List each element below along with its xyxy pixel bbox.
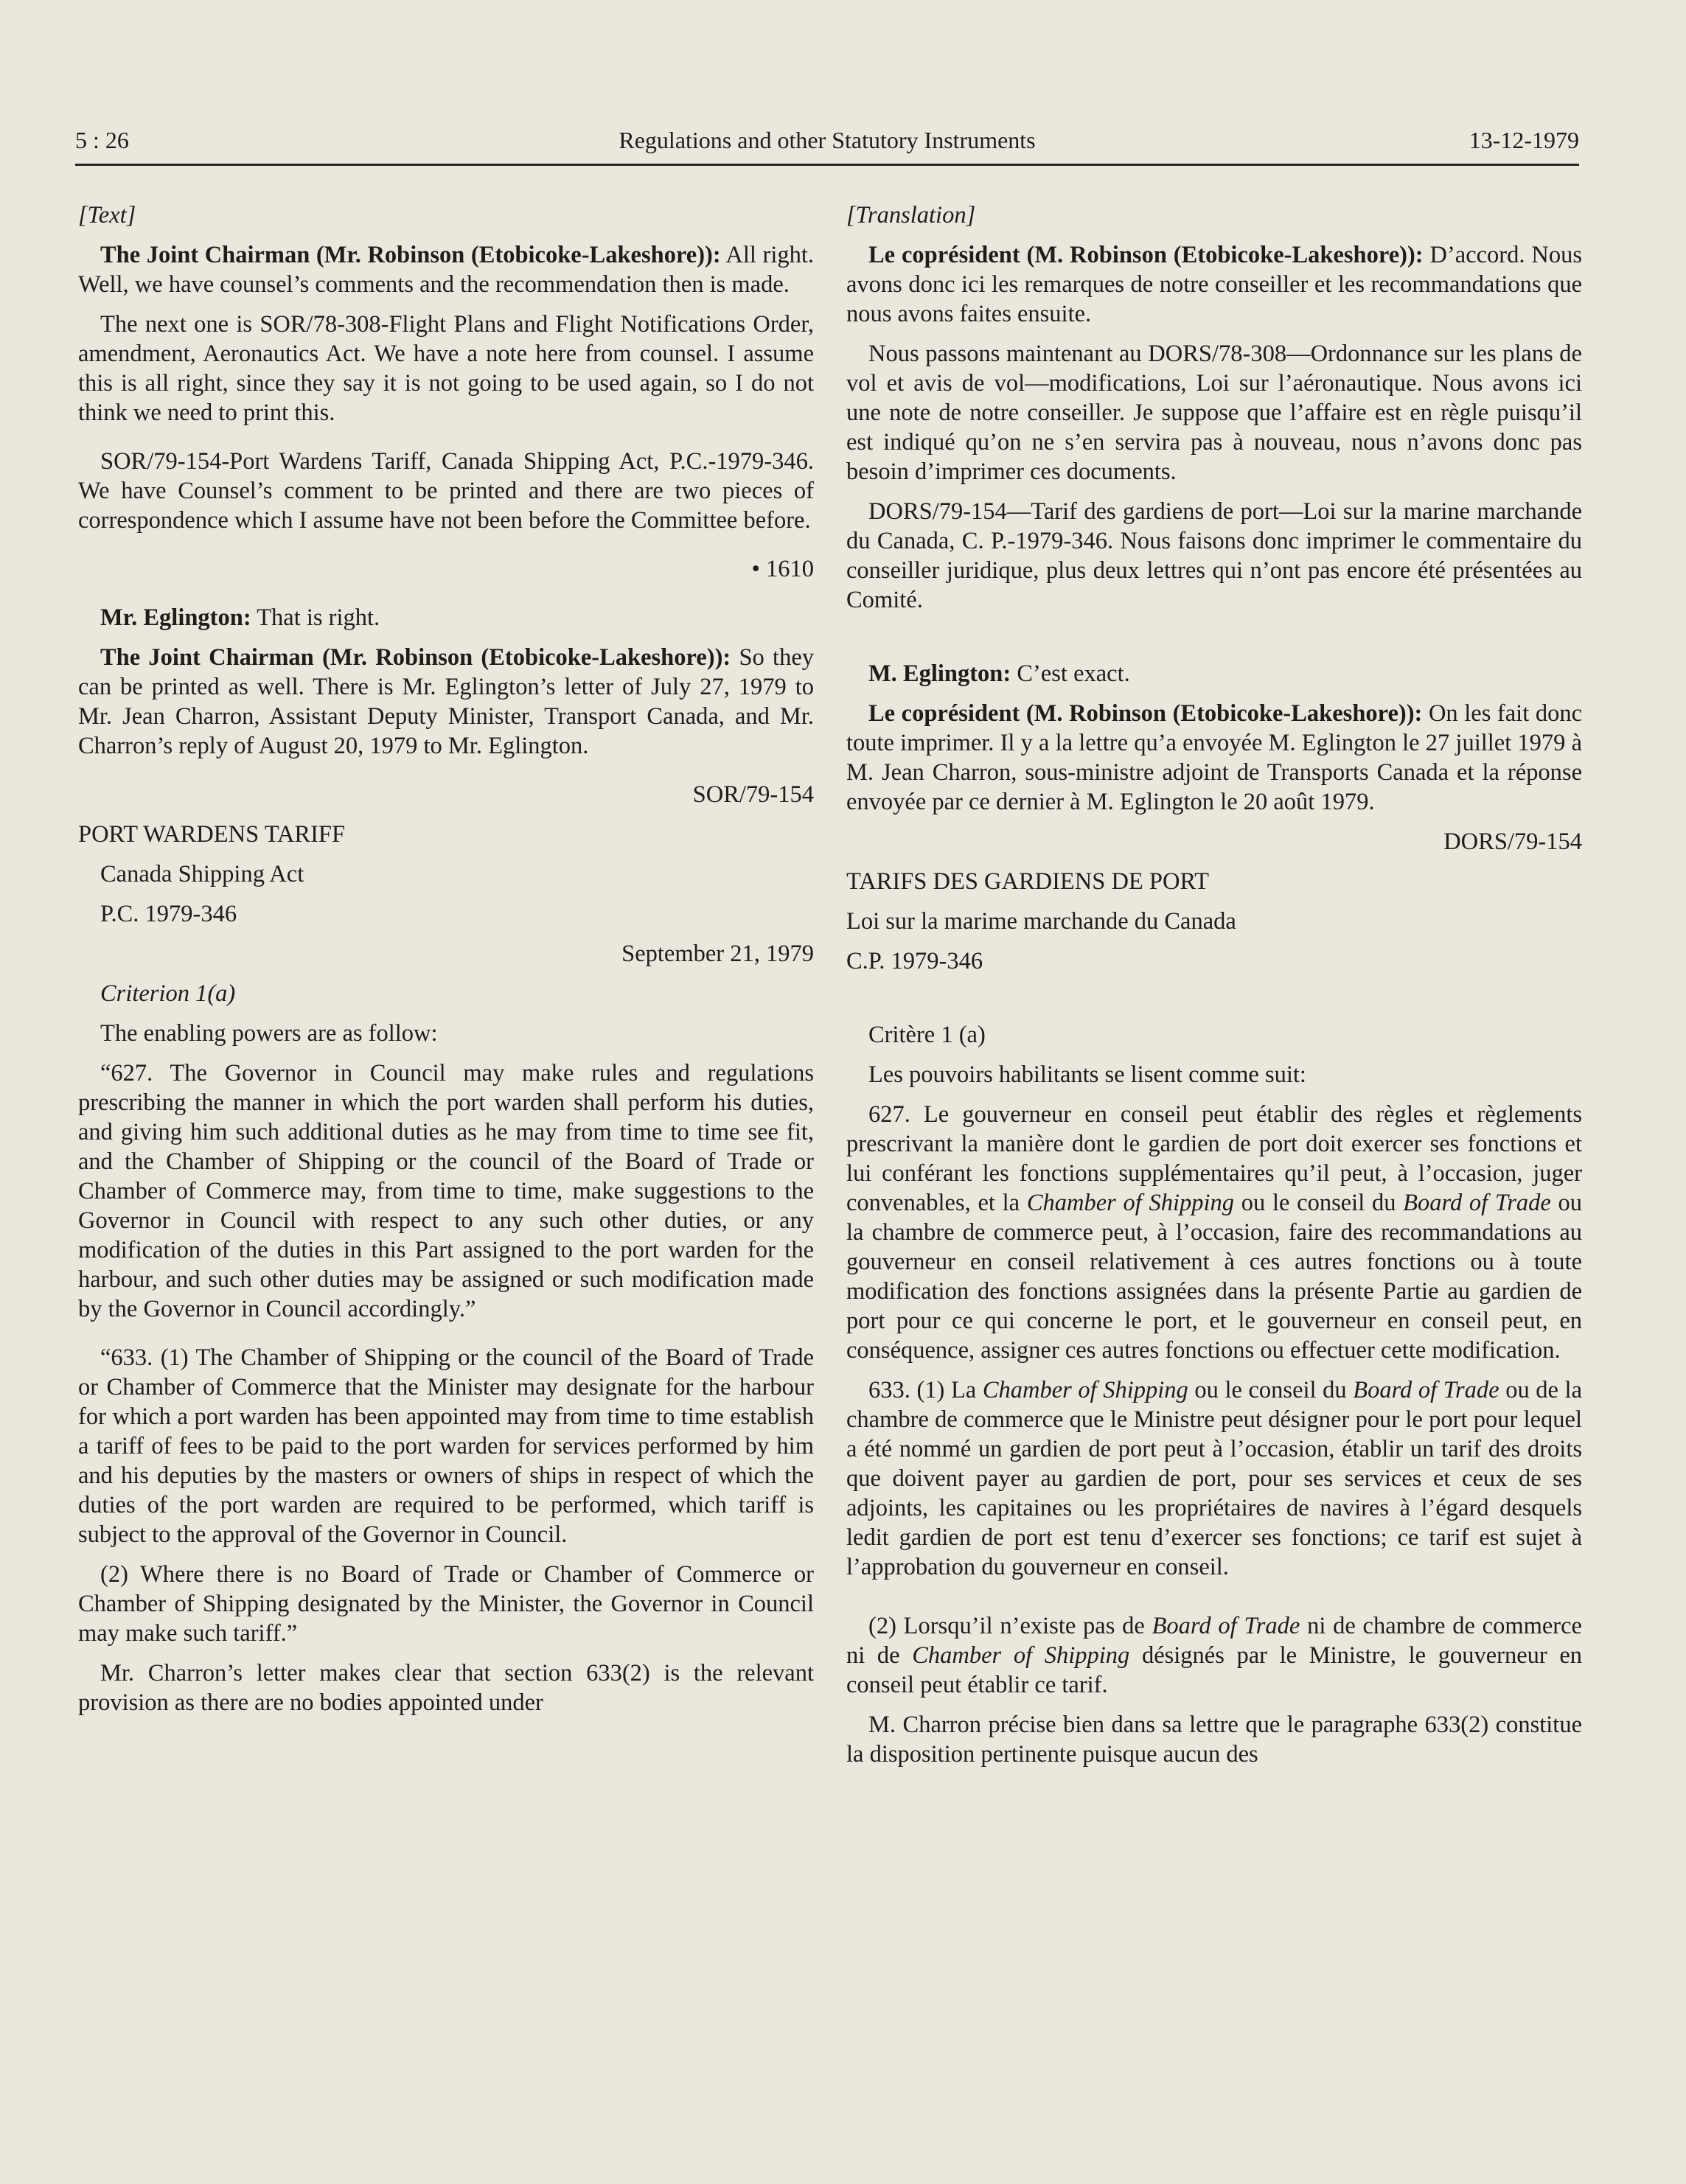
text-run: 633. (1) La (868, 1377, 983, 1403)
page-number: 5 : 26 (75, 127, 129, 153)
text-run: ni de chambre de commerce ni de (846, 1613, 1582, 1669)
french-column (846, 200, 1582, 1779)
speaker: The Joint Chairman (Mr. Robinson (Etobicoke-Lakeshore)): (100, 242, 721, 268)
running-title: Regulations and other Statutory Instruments (619, 127, 1036, 153)
speech: That is right. (251, 604, 380, 631)
paragraph (846, 240, 1582, 329)
english-column (78, 200, 814, 1728)
speech: C’est exact. (1011, 660, 1130, 687)
speech: So they can be printed as well. There is Mr. Eglington’s letter of July 27, 1979 to Mr. Jean Charron, Assistant Deputy Minister, Transport Canada, and Mr. Charron’s reply of August 20, 1979 to Mr. Eglington. (78, 644, 815, 759)
paragraph: The next one is SOR/78-308-Flight Plans and Flight Notifications Order, amendment, Aeronautics Act. We have a note here from counsel. I assume this is all right, since they say it is not going to be used again, so I do not think we need to print this. (78, 311, 814, 426)
speaker: Le coprésident (M. Robinson (Etobicoke-Lakeshore)): (868, 242, 1424, 268)
paragraph: DORS/79-154—Tarif des gardiens de port—Loi sur la marine marchande du Canada, C. P.-1979-346. Nous faisons donc imprimer le commentaire du conseiller juridique, plus deux lettres qui n’ont pas encore été présentées au Comité. (846, 498, 1582, 613)
section-633-2 (846, 1611, 1582, 1700)
document-title: PORT WARDENS TARIFF (78, 821, 346, 848)
text-run: Board of Trade (1152, 1613, 1300, 1639)
paragraph (78, 240, 814, 299)
criterion: Criterion 1(a) (100, 980, 236, 1007)
order-number: P.C. 1979-346 (100, 901, 237, 927)
paragraph (846, 699, 1582, 817)
header-rule (75, 164, 1579, 166)
paragraph: The enabling powers are as follow: (100, 1020, 438, 1047)
document-date: September 21, 1979 (621, 941, 814, 967)
paragraph: SOR/79-154-Port Wardens Tariff, Canada Shipping Act, P.C.-1979-346. We have Counsel’s comment to be printed and there are two pieces of correspondence which I assume have not been before the Committee before. (78, 448, 814, 534)
text-run: Board of Trade (1353, 1377, 1499, 1403)
paragraph (78, 603, 814, 632)
speaker: Le coprésident (M. Robinson (Etobicoke-Lakeshore)): (868, 700, 1423, 727)
page-header (75, 124, 1579, 159)
paragraph (78, 643, 814, 761)
speaker: The Joint Chairman (Mr. Robinson (Etobicoke-Lakeshore)): (100, 644, 731, 671)
paragraph: Les pouvoirs habilitants se lisent comme suit: (868, 1061, 1306, 1088)
speech: On les fait donc toute imprimer. Il y a la lettre qu’a envoyée M. Eglington le 27 juillet 1979 à M. Jean Charron, sous-ministre adjoint de Transports Canada et la réponse envoyée par ce dernier à M. Eglington le 20 août 1979. (846, 700, 1582, 815)
act-name: Canada Shipping Act (100, 861, 304, 887)
time-mark: • 1610 (751, 556, 814, 582)
paragraph: M. Charron précise bien dans sa lettre que le paragraphe 633(2) constitue la disposition pertinente puisque aucun des (846, 1712, 1582, 1768)
order-number: C.P. 1979-346 (846, 948, 983, 974)
speech: D’accord. Nous avons donc ici les remarques de notre conseiller et les recommandations que nous avons faites ensuite. (846, 242, 1582, 327)
text-run: désignés par le Ministre, le gouverneur en conseil peut établir ce tarif. (846, 1642, 1582, 1698)
act-name: Loi sur la marime marchande du Canada (846, 908, 1236, 935)
document-reference: DORS/79-154 (1443, 828, 1582, 855)
text-run: 627. Le gouverneur en conseil peut établir des règles et règlements prescrivant la manière dont le gardien de port doit exercer ses fonctions et lui conférant les fonctions supplémentaires qu’il peut, à l’occasion, juger convenables, et la (846, 1101, 1582, 1216)
speaker: Mr. Eglington: (100, 604, 251, 631)
speech: All right. Well, we have counsel’s comments and the recommendation then is made. (78, 242, 815, 298)
section-633-2: (2) Where there is no Board of Trade or Chamber of Commerce or Chamber of Shipping designated by the Minister, the Governor in Council may make such tariff.” (78, 1561, 814, 1647)
text-run: ou le conseil du (1188, 1377, 1354, 1403)
text-marker: [Text] (78, 202, 136, 228)
text-run: Chamber of Shipping (912, 1642, 1130, 1669)
criterion: Critère 1 (a) (868, 1022, 986, 1048)
speaker: M. Eglington: (868, 660, 1011, 687)
paragraph: Nous passons maintenant au DORS/78-308—Ordonnance sur les plans de vol et avis de vol—modifications, Loi sur l’aéronautique. Nous avons ici une note de notre conseiller. Je suppose que l’affaire est en règle puisqu’il est indiqué qu’on ne s’en servira pas à nouveau, nous n’avons donc pas besoin d’imprimer ces documents. (846, 341, 1582, 485)
section-627 (846, 1100, 1582, 1365)
document-reference: SOR/79-154 (692, 781, 814, 808)
section-633-1 (846, 1375, 1582, 1582)
text-run: Chamber of Shipping (1026, 1190, 1235, 1216)
paragraph (846, 659, 1582, 688)
text-run: ou la chambre de commerce peut, à l’occasion, faire des recommandations au gouverneur en conseil relativement à ces autres fonctions ou à toute modification des fonctions assignées dans la présente Partie au gardien de port pour ce qui concerne le port, et le gouverneur en conseil peut, en conséquence, assigner ces autres fonctions ou effectuer cette modification. (846, 1190, 1582, 1364)
header-date: 13-12-1979 (1469, 127, 1579, 153)
text-run: ou de la chambre de commerce que le Ministre peut désigner pour le port pour lequel a été nommé un gardien de port peut à l’occasion, établir un tarif des droits que doivent payer au gardien de port, pour ses services et ceux de ses adjoints, les capitaines ou les propriétaires de navires à l’égard desquels ledit gardien de port est tenu d’exercer ses fonctions; ce tarif est sujet à l’approbation du gouverneur en conseil. (846, 1377, 1582, 1580)
text-run: Board of Trade (1403, 1190, 1551, 1216)
paragraph: Mr. Charron’s letter makes clear that section 633(2) is the relevant provision as there are no bodies appointed under (78, 1660, 814, 1716)
section-633-1: “633. (1) The Chamber of Shipping or the council of the Board of Trade or Chamber of Commerce that the Minister may designate for the harbour for which a port warden has been appointed may from time to time establish a tariff of fees to be paid to the port warden for services performed by him and his deputies by the masters or owners of ships in respect of which the duties of the port warden are required to be performed, which tariff is subject to the approval of the Governor in Council. (78, 1344, 814, 1548)
text-run: ou le conseil du (1234, 1190, 1404, 1216)
translation-marker: [Translation] (846, 202, 976, 228)
section-627: “627. The Governor in Council may make rules and regulations prescribing the manner in which the port warden shall perform his duties, and giving him such additional duties as he may from time to time see fit, and the Chamber of Shipping or the council of the Board of Trade or Chamber of Commerce may, from time to time, make suggestions to the Governor in Council with respect to any such other duties, or any modification of the duties in this Part assigned to the port warden for the harbour, and such other duties may be assigned or such modification made by the Governor in Council accordingly.” (78, 1060, 814, 1322)
text-run: (2) Lorsqu’il n’existe pas de (868, 1613, 1152, 1639)
document-title: TARIFS DES GARDIENS DE PORT (846, 868, 1210, 895)
text-run: Chamber of Shipping (982, 1377, 1188, 1403)
